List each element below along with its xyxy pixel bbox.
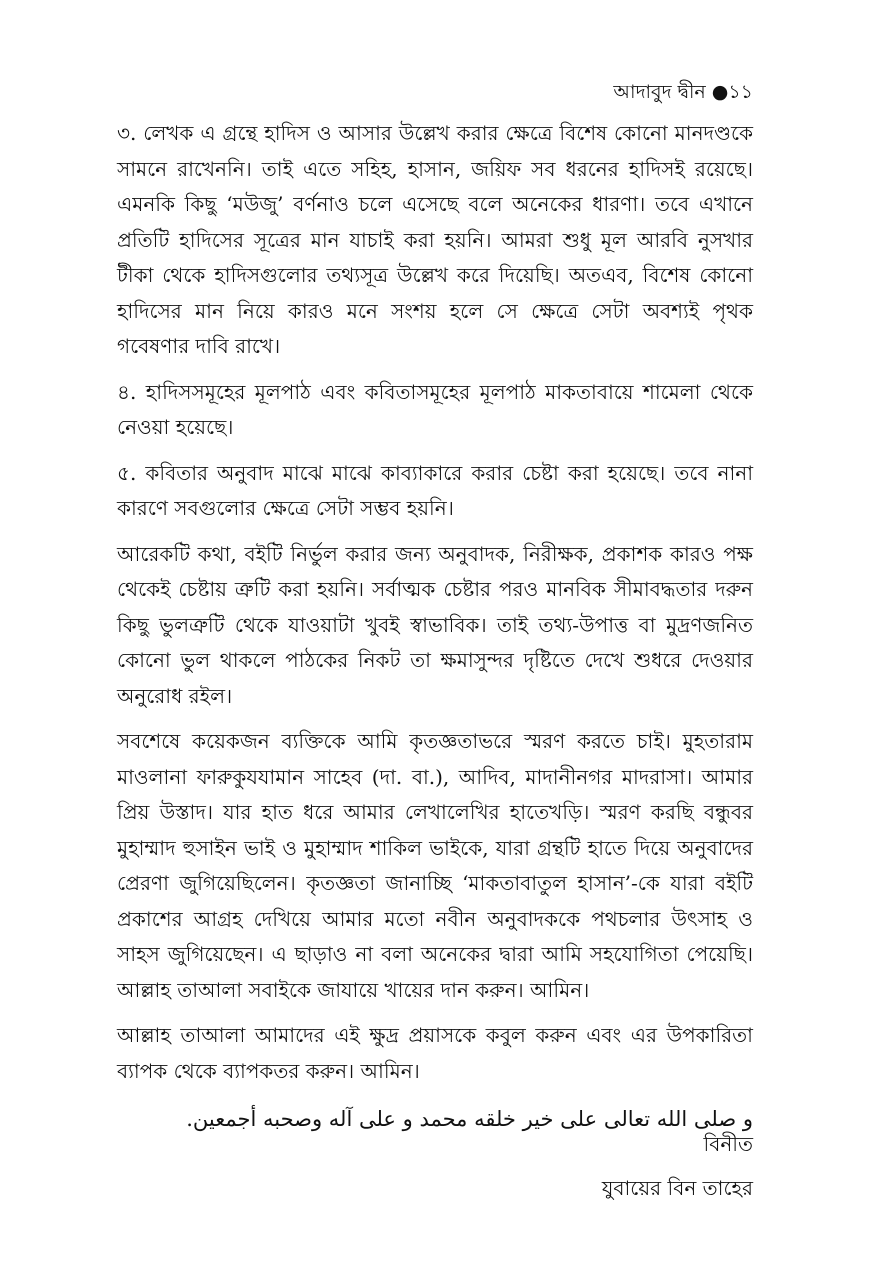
paragraph-point-3: ৩. লেখক এ গ্রন্থে হাদিস ও আসার উল্লেখ করার ক্ষেত্রে বিশেষ কোনো মানদণ্ডকে সামনে রাখেননি। তাই এতে সহিহ, হাসান, জয়িফ সব ধরনের হাদিসই রয়েছে। এমনকি কিছু ‘মউজু’ বর্ণনাও চলে এসেছে বলে অনেকের ধারণা। তবে এখানে প্রতিটি হাদিসের সূত্রের মান যাচাই করা হয়নি। আমরা শুধু মূল আরবি নুসখার টীকা থেকে হাদিসগুলোর তথ্যসূত্র উল্লেখ করে দিয়েছি। অতএব, বিশেষ কোনো হাদিসের মান নিয়ে কারও মনে সংশয় হলে সে ক্ষেত্রে সেটা অবশ্যই পৃথক গবেষণার দাবি রাখে। (117, 121, 753, 358)
paragraph-closing-prayer: আল্লাহ তাআলা আমাদের এই ক্ষুদ্র প্রয়াসকে কবুল করুন এবং এর উপকারিতা ব্যাপক থেকে ব্যাপকতর করুন। আমিন। (117, 1023, 753, 1083)
author-name: যুবায়ের বিন তাহের (601, 1176, 753, 1200)
body-text (117, 116, 753, 1139)
paragraph-point-4: ৪. হাদিসসমূহের মূলপাঠ এবং কবিতাসমূহের মূলপাঠ মাকতাবায়ে শামেলা থেকে নেওয়া হয়েছে। (117, 379, 753, 439)
running-header: আদাবুদ দ্বীন ●১১ (613, 81, 753, 103)
paragraph-point-5: ৫. কবিতার অনুবাদ মাঝে মাঝে কাব্যাকারে করার চেষ্টা করা হয়েছে। তবে নানা কারণে সবগুলোর ক্ষেত্রে সেটা সম্ভব হয়নি। (117, 460, 753, 520)
valediction: বিনীত (703, 1132, 753, 1156)
paragraph-acknowledgements: সবশেষে কয়েকজন ব্যক্তিকে আমি কৃতজ্ঞতাভরে স্মরণ করতে চাই। মুহতারাম মাওলানা ফারুকুযযামান সাহেব (দা. বা.), আদিব, মাদানীনগর মাদরাসা। আমার প্রিয় উস্তাদ। যার হাত ধরে আমার লেখালেখির হাতেখড়ি। স্মরণ করছি বন্ধুবর মুহাম্মাদ হুসাইন ভাই ও মুহাম্মাদ শাকিল ভাইকে, যারা গ্রন্থটি হাতে দিয়ে অনুবাদের প্রেরণা জুগিয়েছিলেন। কৃতজ্ঞতা জানাচ্ছি ‘মাকতাবাতুল হাসান’-কে যারা বইটি প্রকাশের আগ্রহ দেখিয়ে আমার মতো নবীন অনুবাদককে পথচলার উৎসাহ ও সাহস জুগিয়েছেন। এ ছাড়াও না বলা অনেকের দ্বারা আমি সহযোগিতা পেয়েছি। আল্লাহ তাআলা সবাইকে জাযায়ে খায়ের দান করুন। আমিন। (117, 729, 753, 1002)
signature-block (602, 1122, 753, 1210)
arabic-blessing: و صلى الله تعالى على خير خلقه محمد و على آله وصحبه أجمعين. (186, 1107, 753, 1131)
paragraph-error-note: আরেকটি কথা, বইটি নির্ভুল করার জন্য অনুবাদক, নিরীক্ষক, প্রকাশক কারও পক্ষ থেকেই চেষ্টায় ত্রুটি করা হয়নি। সর্বাত্মক চেষ্টার পরও মানবিক সীমাবদ্ধতার দরুন কিছু ভুলত্রুটি থেকে যাওয়াটা খুবই স্বাভাবিক। তাই তথ্য-উপাত্ত বা মুদ্রণজনিত কোনো ভুল থাকলে পাঠকের নিকট তা ক্ষমাসুন্দর দৃষ্টিতে দেখে শুধরে দেওয়ার অনুরোধ রইল। (117, 541, 753, 708)
